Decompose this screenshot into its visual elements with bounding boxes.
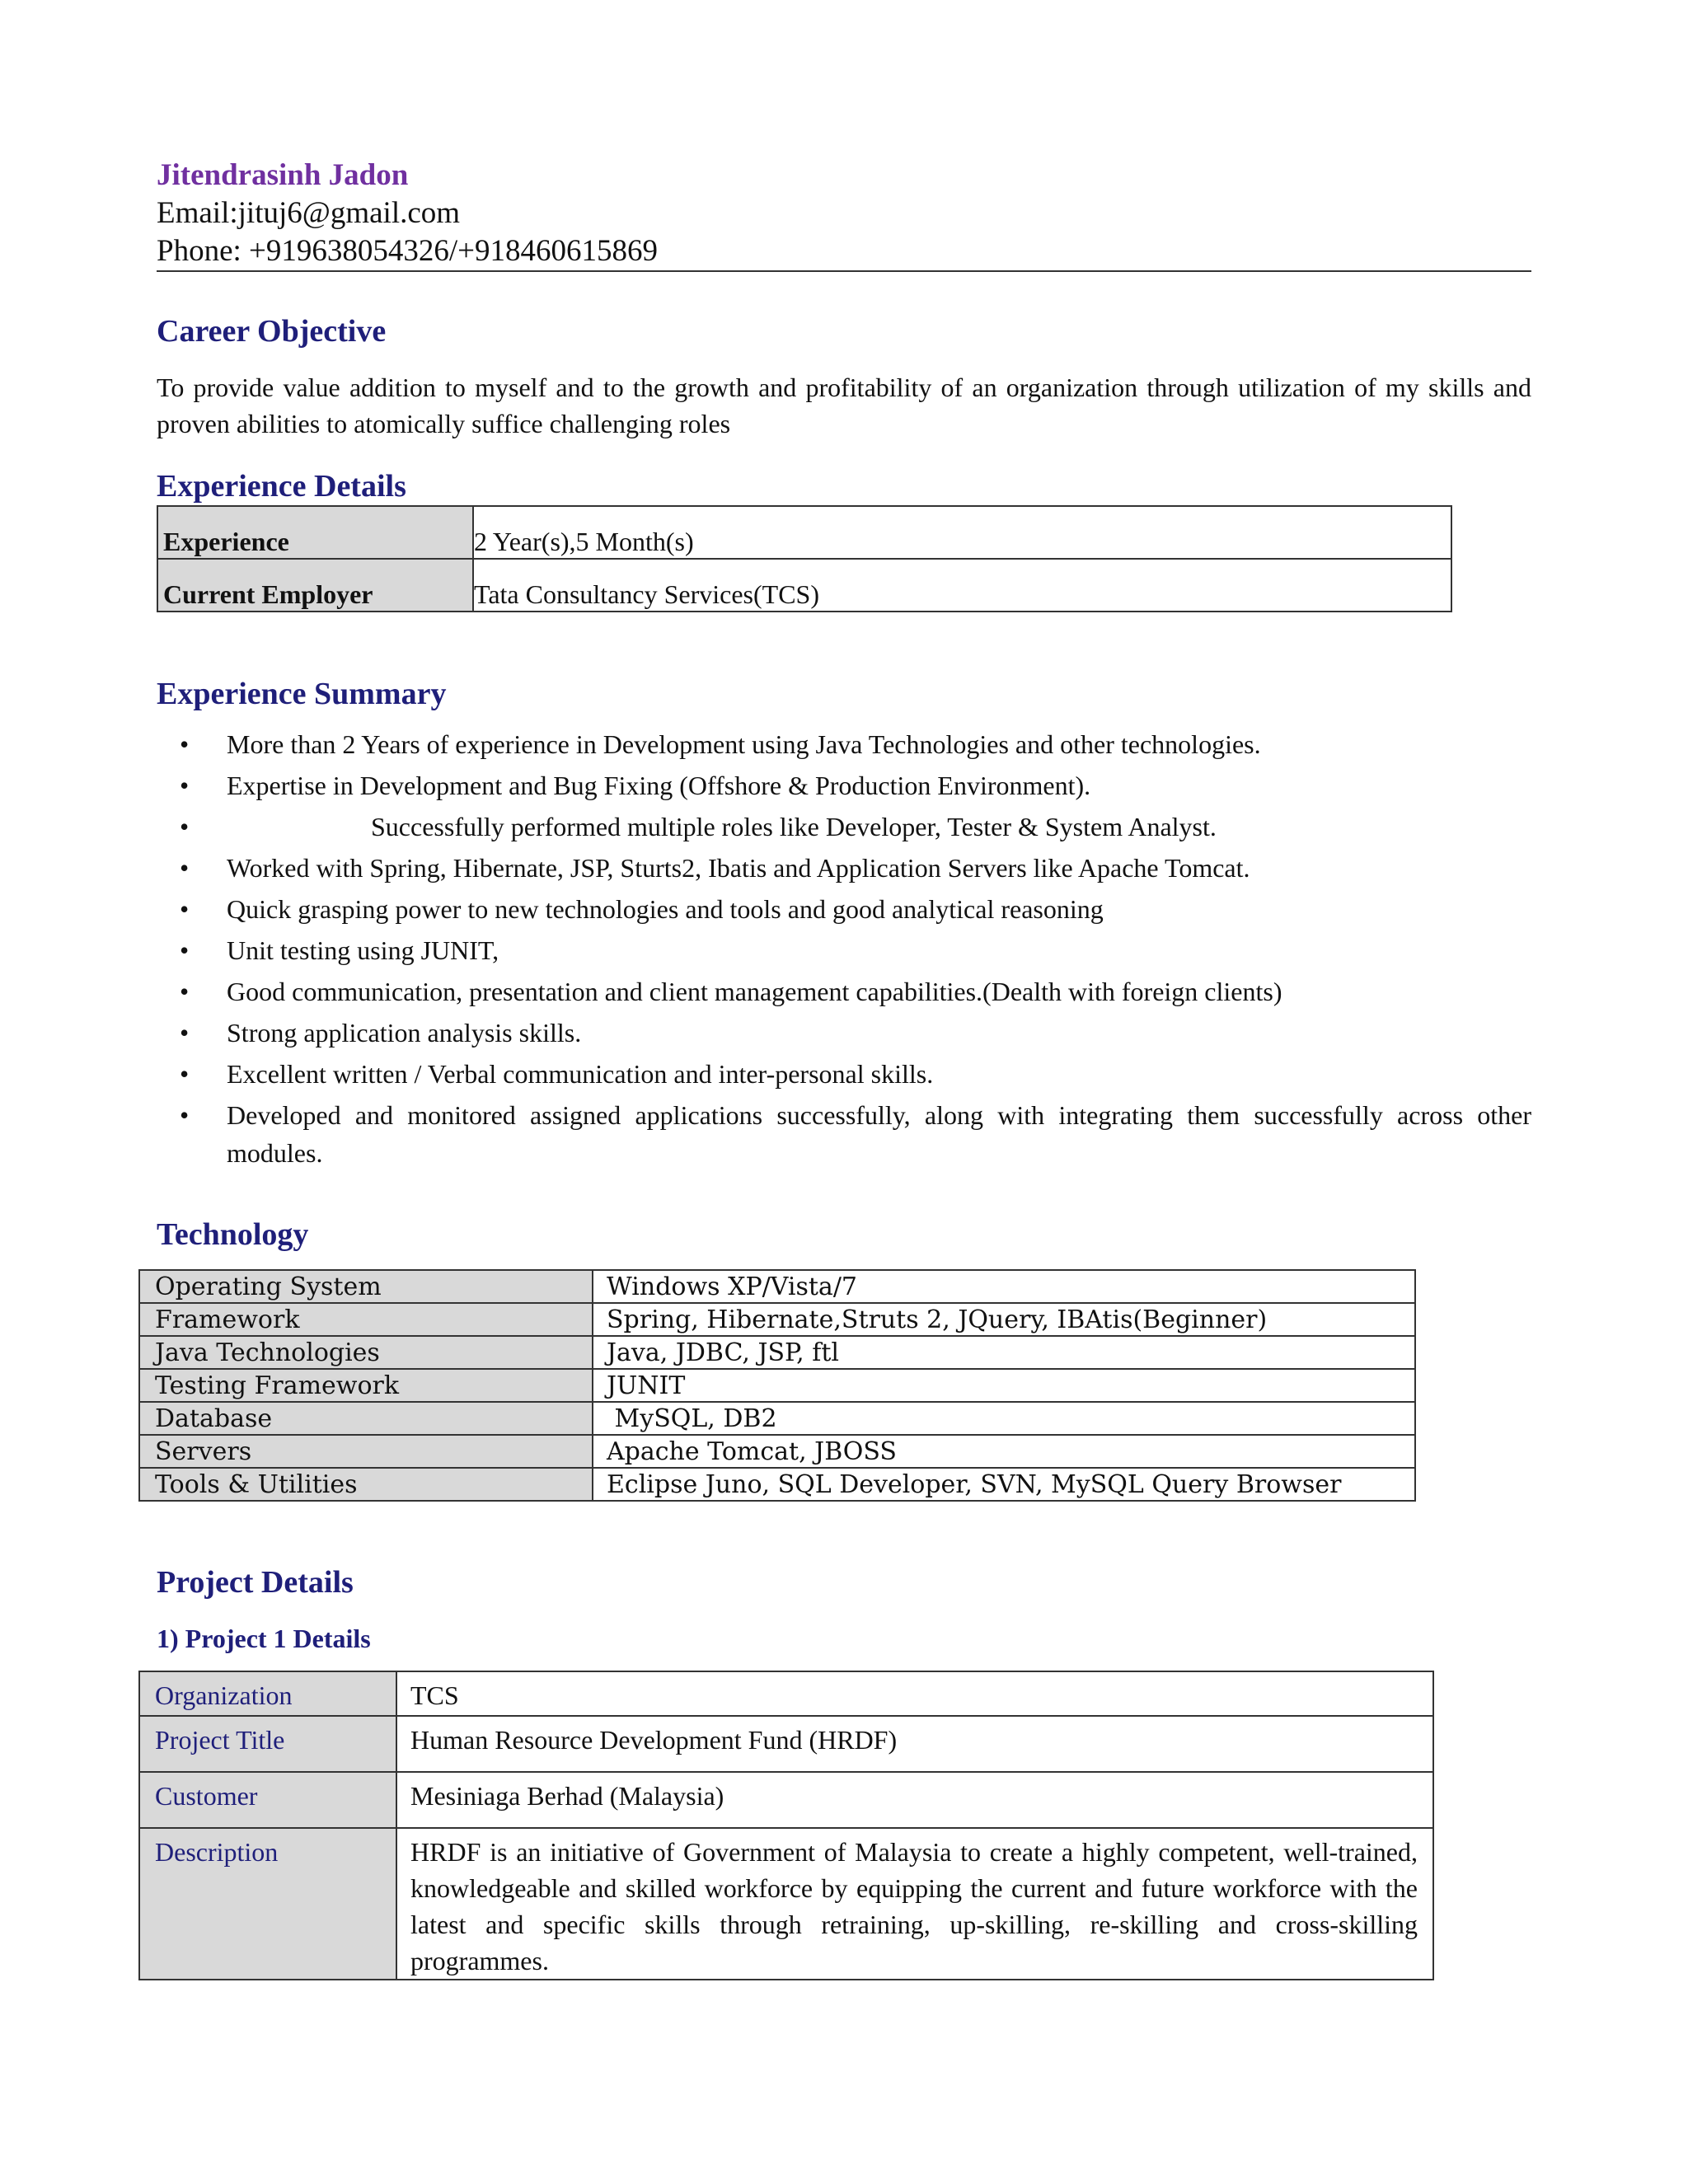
description-label: Description — [139, 1828, 396, 1980]
technology-table — [138, 1269, 1416, 1502]
organization-value: TCS — [396, 1671, 1433, 1716]
experience-label: Experience — [157, 506, 473, 559]
table-row — [157, 506, 1451, 559]
table-row — [139, 1828, 1433, 1980]
tech-label: Java Technologies — [139, 1336, 593, 1369]
table-row — [139, 1369, 1415, 1402]
table-row — [139, 1336, 1415, 1369]
description-value: HRDF is an initiative of Government of Malaysia to create a highly competent, well-trained, knowledgeable and skilled workforce by equipping the current and future workforce with the latest and specific skills through retraining, up-skilling, re-skilling and cross-skilling programmes. — [396, 1828, 1433, 1980]
list-item: • Worked with Spring, Hibernate, JSP, Sturts2, Ibatis and Application Servers like Apache Tomcat. — [157, 849, 1531, 887]
tech-value: Spring, Hibernate,Struts 2, JQuery, IBAtis(Beginner) — [593, 1303, 1415, 1336]
bullet-icon: • — [180, 935, 190, 965]
career-objective-text: To provide value addition to myself and to the growth and profitability of an organization through utilization of my skills and proven abilities to atomically suffice challenging roles — [157, 373, 1531, 438]
table-row — [139, 1468, 1415, 1501]
tech-value: Apache Tomcat, JBOSS — [593, 1435, 1415, 1468]
career-objective-heading: Career Objective — [157, 314, 387, 349]
bullet-icon: • — [180, 1059, 190, 1089]
project-1-table — [138, 1671, 1434, 1980]
tech-value: Windows XP/Vista/7 — [593, 1270, 1415, 1303]
experience-summary-list — [157, 725, 1531, 1175]
tech-label: Testing Framework — [139, 1369, 593, 1402]
list-item: • Quick grasping power to new technologies and tools and good analytical reasoning — [157, 890, 1531, 928]
list-item: • Unit testing using JUNIT, — [157, 931, 1531, 969]
organization-label: Organization — [139, 1671, 396, 1716]
list-item: • Successfully performed multiple roles like Developer, Tester & System Analyst. — [157, 808, 1531, 846]
table-row — [139, 1671, 1433, 1716]
list-item: • Excellent written / Verbal communication and inter-personal skills. — [157, 1055, 1531, 1093]
bullet-icon: • — [180, 1100, 190, 1130]
customer-label: Customer — [139, 1772, 396, 1828]
tech-label: Tools & Utilities — [139, 1468, 593, 1501]
project-title-label: Project Title — [139, 1716, 396, 1772]
experience-summary-heading: Experience Summary — [157, 677, 447, 711]
current-employer-value: Tata Consultancy Services(TCS) — [473, 559, 1451, 612]
candidate-name: Jitendrasinh Jadon — [157, 158, 409, 192]
project-title-value: Human Resource Development Fund (HRDF) — [396, 1716, 1433, 1772]
bullet-icon: • — [180, 1018, 190, 1047]
list-item: • Developed and monitored assigned applications successfully, along with integrating them successfully across other modules. — [157, 1096, 1531, 1172]
bullet-icon: • — [180, 894, 190, 924]
customer-value: Mesiniaga Berhad (Malaysia) — [396, 1772, 1433, 1828]
table-row — [157, 559, 1451, 612]
table-row — [139, 1303, 1415, 1336]
bullet-icon: • — [180, 729, 190, 759]
current-employer-label: Current Employer — [157, 559, 473, 612]
tech-label: Database — [139, 1402, 593, 1435]
phone-line: Phone: +919638054326/+918460615869 — [157, 234, 659, 268]
table-row — [139, 1270, 1415, 1303]
experience-details-heading: Experience Details — [157, 469, 406, 504]
table-row — [139, 1402, 1415, 1435]
project-details-heading: Project Details — [157, 1565, 354, 1600]
technology-heading: Technology — [157, 1217, 309, 1252]
bullet-icon: • — [180, 771, 190, 800]
tech-value: JUNIT — [593, 1369, 1415, 1402]
bullet-icon: • — [180, 977, 190, 1006]
header-divider — [157, 270, 1531, 272]
experience-value: 2 Year(s),5 Month(s) — [473, 506, 1451, 559]
list-item: • Expertise in Development and Bug Fixing (Offshore & Production Environment). — [157, 766, 1531, 804]
tech-label: Framework — [139, 1303, 593, 1336]
tech-value: MySQL, DB2 — [593, 1402, 1415, 1435]
bullet-icon: • — [180, 812, 190, 841]
experience-details-table — [157, 505, 1452, 612]
tech-value: Java, JDBC, JSP, ftl — [593, 1336, 1415, 1369]
tech-label: Servers — [139, 1435, 593, 1468]
list-item: • More than 2 Years of experience in Development using Java Technologies and other technologies. — [157, 725, 1531, 763]
email-line: Email:jituj6@gmail.com — [157, 196, 461, 230]
list-item: • Strong application analysis skills. — [157, 1014, 1531, 1052]
project-1-heading: 1) Project 1 Details — [157, 1624, 371, 1653]
list-item: • Good communication, presentation and client management capabilities.(Dealth with foreign clients) — [157, 972, 1531, 1010]
table-row — [139, 1435, 1415, 1468]
tech-value: Eclipse Juno, SQL Developer, SVN, MySQL Query Browser — [593, 1468, 1415, 1501]
table-row — [139, 1716, 1433, 1772]
tech-label: Operating System — [139, 1270, 593, 1303]
table-row — [139, 1772, 1433, 1828]
bullet-icon: • — [180, 853, 190, 883]
